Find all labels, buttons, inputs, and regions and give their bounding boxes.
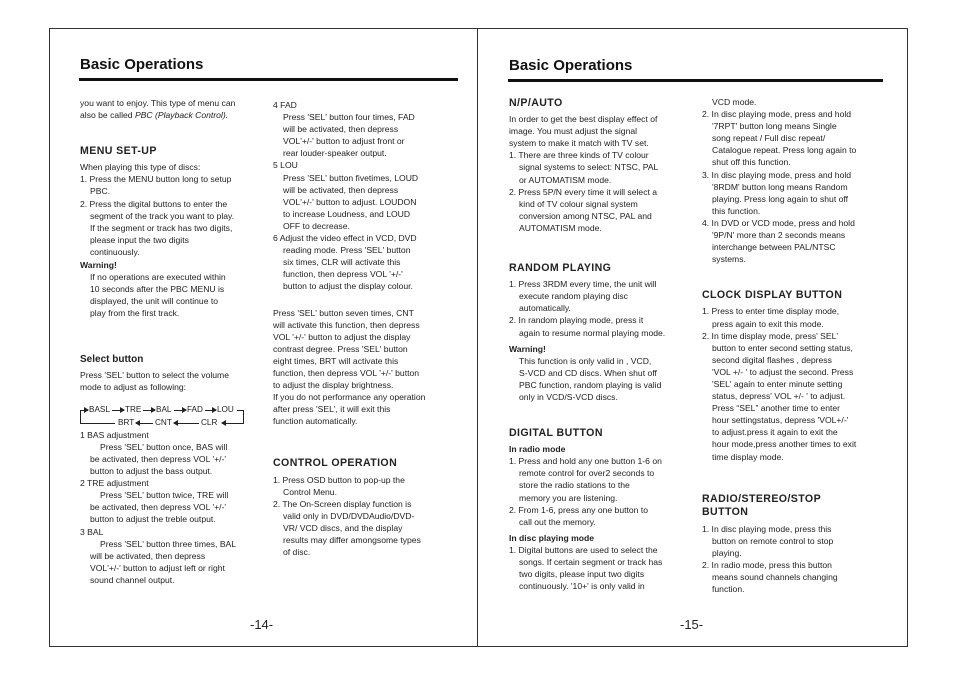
- np-line: image. You must adjust the signal: [509, 126, 638, 137]
- random-line: automatically.: [519, 303, 571, 314]
- select-line: mode to adjust as following:: [80, 381, 187, 392]
- left-title-rule: [79, 78, 458, 81]
- top-line: 3. In disc playing mode, press and hold: [702, 169, 852, 180]
- item-line: 1 BAS adjustment: [80, 429, 149, 440]
- item-line: reading mode. Press 'SEL' button: [283, 245, 411, 256]
- random-line: again to resume normal playing mode.: [519, 327, 666, 338]
- random-line: 2. In random playing mode, press it: [509, 315, 644, 326]
- item-line: button to adjust the treble output.: [90, 514, 216, 525]
- select-heading: Select button: [80, 353, 144, 365]
- left-page-number: -14-: [250, 617, 274, 632]
- flow-lou: LOU: [217, 405, 234, 414]
- radio-mode-line: 2. From 1-6, press any one button to: [509, 504, 649, 515]
- para-line: contrast degree. Press 'SEL' button: [273, 343, 408, 354]
- clock-line: 2. In time display mode, press' SEL': [702, 330, 839, 341]
- flow-arrow: [174, 423, 199, 424]
- item-line: OFF to decrease.: [283, 220, 350, 231]
- top-line: '9P/N' more than 2 seconds means: [712, 230, 846, 241]
- radio-line: button on remote control to stop: [712, 535, 834, 546]
- np-line: conversion among NTSC, PAL and: [519, 210, 652, 221]
- para-line: VOL '+/-' button to adjust the display: [273, 331, 411, 342]
- warning-line: play from the first track.: [90, 308, 180, 319]
- flow-arrow: [222, 423, 244, 424]
- radio-heading-line-1: RADIO/STEREO/STOP: [702, 492, 822, 505]
- flow-fad: FAD: [187, 405, 203, 414]
- top-line: interchange between PAL/NTSC: [712, 242, 836, 253]
- menu-line: 1. Press the MENU button long to setup: [80, 174, 232, 185]
- flow-cnt: CNT: [155, 418, 172, 427]
- top-line: playing. Press long again to shut off: [712, 193, 848, 204]
- clock-line: 1. Press to enter time display mode,: [702, 306, 840, 317]
- warning-line: If no operations are executed within: [90, 272, 226, 283]
- np-line: AUTOMATISM mode.: [519, 222, 602, 233]
- clock-display-heading: CLOCK DISPLAY BUTTON: [702, 289, 843, 302]
- item-line: 6 Adjust the video effect in VCD, DVD: [273, 233, 417, 244]
- top-line: 4. In DVD or VCD mode, press and hold: [702, 217, 855, 228]
- radio-mode-line: store the radio stations to the: [519, 480, 630, 491]
- clock-line: hour mode,press another times to exit: [712, 439, 857, 450]
- right-title-rule: [508, 79, 883, 82]
- np-line: 1. There are three kinds of TV colour: [509, 150, 649, 161]
- menu-line: please input the two digits: [90, 234, 189, 245]
- item-line: six times, CLR will activate this: [283, 257, 401, 268]
- radio-line: function.: [712, 584, 745, 595]
- np-line: 2. Press 5P/N every time it will select a: [509, 186, 658, 197]
- top-line: '8RDM' button long means Random: [712, 181, 848, 192]
- menu-line: If the segment or track has two digits,: [90, 222, 233, 233]
- flow-arrow: [143, 410, 155, 411]
- para-line: eight times, BRT will activate this: [273, 355, 399, 366]
- radio-line: 1. In disc playing mode, press this: [702, 523, 832, 534]
- item-line: sound channel output.: [90, 574, 175, 585]
- clock-line: Press “SEL” another time to enter: [712, 403, 841, 414]
- item-line: Press 'SEL' button once, BAS will: [100, 441, 228, 452]
- item-line: 2 TRE adjustment: [80, 478, 149, 489]
- flow-arrow: [136, 423, 153, 424]
- warning-line: This function is only valid in , VCD,: [519, 355, 652, 366]
- np-line: In order to get the best display effect of: [509, 114, 658, 125]
- warning-line: S-VCD and CD discs. When shut off: [519, 367, 657, 378]
- control-line: Control Menu.: [283, 486, 337, 497]
- page-divider: [477, 28, 478, 646]
- right-column-2: [702, 96, 884, 595]
- menu-line: 2. Press the digital buttons to enter the: [80, 198, 228, 209]
- item-line: will be activated, then depress: [283, 184, 399, 195]
- right-column-1: [509, 97, 691, 592]
- para-line: to adjust the display brightness.: [273, 380, 394, 391]
- warning-line: only in VCD/S-VCD discs.: [519, 391, 618, 402]
- top-line: VCD mode.: [712, 97, 757, 107]
- disc-mode-line: 1. Digital buttons are used to select the: [509, 544, 658, 555]
- top-line: this function.: [712, 205, 761, 216]
- item-line: 5 LOU: [273, 160, 298, 171]
- radio-line: 2. In radio mode, press this button: [702, 559, 832, 570]
- clock-line: button to enter second setting status,: [712, 342, 853, 353]
- np-line: or AUTOMATISM mode.: [519, 174, 612, 185]
- flow-tre: TRE: [125, 405, 142, 414]
- top-line: 2. In disc playing mode, press and hold: [702, 109, 852, 120]
- flow-arrow: [80, 410, 88, 411]
- disc-mode-line: continuously. '10+' is only valid in: [519, 581, 645, 592]
- para-line: If you do not performance any operation: [273, 392, 426, 403]
- clock-line: status, depress' VOL +/- ' to adjust.: [712, 391, 846, 402]
- radio-line: means sound channels changing: [712, 572, 838, 582]
- menu-line: segment of the track you want to play.: [90, 210, 235, 221]
- para-line: function, then depress VOL '+/-' button: [273, 367, 420, 378]
- para-line: after press 'SEL', it will exit this: [273, 404, 391, 415]
- item-line: VOL'+/-' button to adjust left or right: [90, 562, 225, 573]
- left-column-1: [80, 97, 262, 586]
- item-line: Press 'SEL' button fivetimes, LOUD: [283, 172, 419, 183]
- item-line: button to adjust the bass output.: [90, 466, 213, 477]
- flow-basl: BASL: [89, 405, 110, 414]
- top-line: song repeat / Full disc repeat/: [712, 133, 826, 144]
- select-mode-flow: [80, 404, 250, 430]
- item-line: VOL'+/-' button to adjust. LOUDON: [283, 196, 417, 207]
- control-line: 2. The On-Screen display function is: [273, 498, 412, 509]
- radio-line: playing.: [712, 547, 742, 558]
- control-operation-heading: CONTROL OPERATION: [273, 457, 398, 470]
- item-line: rear louder-speaker output.: [283, 148, 387, 159]
- flow-arrow: [112, 410, 124, 411]
- radio-mode-line: 1. Press and hold any one button 1-6 on: [509, 456, 662, 467]
- clock-line: 'VOL +/- ' to adjust the second. Press: [712, 366, 854, 377]
- left-column-2: [273, 99, 453, 558]
- item-line: will be activated, then depress: [90, 550, 206, 561]
- np-line: system to make it match with TV set.: [509, 138, 649, 149]
- clock-line: time display mode.: [712, 451, 784, 462]
- np-auto-heading: N/P/AUTO: [509, 97, 563, 109]
- menu-line: continuously.: [90, 246, 140, 257]
- flow-line: [80, 410, 81, 424]
- random-playing-heading: RANDOM PLAYING: [509, 262, 612, 275]
- item-line: be activated, then depress VOL '+/-': [90, 502, 227, 513]
- disc-mode-line: two digits, please input two digits: [519, 569, 645, 580]
- radio-mode-label: In radio mode: [509, 444, 566, 455]
- clock-line: 'SEL' again to enter minute setting: [712, 378, 843, 389]
- warning-line: displayed, the unit will continue to: [90, 296, 219, 307]
- clock-line: hour settingstatus, depress 'VOL+/-': [712, 415, 849, 426]
- para-line: Press 'SEL' button seven times, CNT: [273, 307, 414, 318]
- item-line: button to adjust the display colour.: [283, 281, 413, 292]
- menu-setup-heading: MENU SET-UP: [80, 145, 157, 158]
- radio-mode-line: remote control for over2 seconds to: [519, 468, 655, 479]
- flow-line: [80, 423, 115, 424]
- clock-line: press again to exit this mode.: [712, 318, 824, 329]
- item-line: VOL'+/-' button to adjust front or: [283, 136, 405, 147]
- control-line: 1. Press OSD button to pop-up the: [273, 474, 405, 485]
- item-line: be activated, then depress VOL '+/-': [90, 453, 227, 464]
- top-line: Catalogue repeat. Press long again to: [712, 145, 857, 156]
- warning-line: PBC function, random playing is valid: [519, 379, 662, 390]
- menu-line: PBC.: [90, 186, 111, 197]
- flow-clr: CLR: [201, 418, 218, 427]
- item-line: Press 'SEL' button four times, FAD: [283, 112, 415, 123]
- radio-mode-line: call out the memory.: [519, 516, 596, 527]
- control-line: VR/ VCD discs, and the display: [283, 522, 403, 533]
- top-line: '7RPT' button long means Single: [712, 121, 837, 132]
- menu-line: When playing this type of discs:: [80, 162, 201, 173]
- top-line: shut off this function.: [712, 157, 791, 168]
- digital-button-heading: DIGITAL BUTTON: [509, 427, 603, 440]
- intro-line: also be called PBC (Playback Control).: [80, 110, 229, 121]
- warning-label: Warning!: [509, 343, 546, 354]
- item-line: Press 'SEL' button three times, BAL: [100, 538, 237, 549]
- item-line: 4 FAD: [273, 100, 297, 110]
- random-line: execute random playing disc: [519, 291, 628, 302]
- flow-bal: BAL: [156, 405, 172, 414]
- flow-arrow: [205, 410, 216, 411]
- item-line: function, then depress VOL '+/-': [283, 269, 403, 280]
- para-line: will activate this function, then depress: [273, 319, 420, 330]
- warning-label: Warning!: [80, 260, 117, 271]
- item-line: 3 BAL: [80, 526, 104, 537]
- np-line: signal systems to select: NTSC, PAL: [519, 162, 659, 173]
- control-line: results may differ amongsome types: [283, 535, 421, 545]
- flow-brt: BRT: [118, 418, 135, 427]
- disc-mode-line: songs. If certain segment or track has: [519, 557, 663, 567]
- disc-mode-label: In disc playing mode: [509, 532, 594, 543]
- clock-line: second digital flashes , depress: [712, 354, 832, 365]
- intro-line: you want to enjoy. This type of menu can: [80, 98, 236, 108]
- item-line: to increase Loudness, and LOUD: [283, 208, 411, 219]
- np-line: kind of TV colour signal system: [519, 198, 638, 209]
- right-page-number: -15-: [680, 617, 704, 632]
- flow-arrow: [174, 410, 186, 411]
- left-page-title: Basic Operations: [80, 56, 204, 73]
- clock-line: to adjust.press it again to exit the: [712, 427, 838, 438]
- item-line: will be activated, then depress: [283, 124, 399, 135]
- radio-heading-line-2: BUTTON: [702, 505, 749, 518]
- para-line: function automatically.: [273, 416, 358, 427]
- control-line: of disc.: [283, 547, 311, 558]
- random-line: 1. Press 3RDM every time, the unit will: [509, 279, 657, 290]
- warning-line: 10 seconds after the PBC MENU is: [90, 284, 225, 295]
- item-line: Press 'SEL' button twice, TRE will: [100, 490, 229, 501]
- top-line: systems.: [712, 254, 746, 265]
- select-line: Press 'SEL' button to select the volume: [80, 369, 229, 380]
- right-page-title: Basic Operations: [509, 57, 633, 74]
- flow-line: [243, 410, 244, 424]
- radio-mode-line: memory you are listening.: [519, 492, 618, 503]
- radio-stereo-stop-heading: [702, 493, 884, 519]
- control-line: valid only in DVD/DVDAudio/DVD-: [283, 510, 415, 521]
